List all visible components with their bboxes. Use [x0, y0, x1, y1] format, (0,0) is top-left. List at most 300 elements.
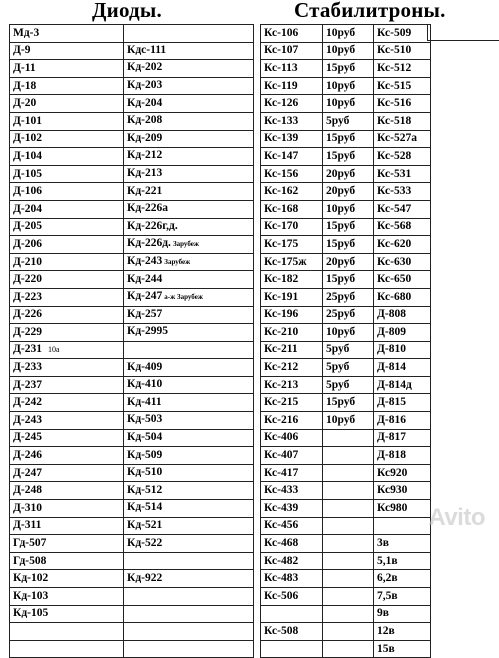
- avito-watermark: [428, 504, 485, 532]
- table-row: [10, 412, 431, 430]
- column-gap: [254, 464, 261, 482]
- zener-extra-cell: [374, 552, 431, 570]
- column-gap: [254, 60, 261, 78]
- zener-cell-text: Кс-170: [264, 220, 299, 233]
- zener-extra-cell-text: Д-814: [377, 361, 406, 374]
- zener-cell: [261, 148, 323, 166]
- diode-cell-text: Д-243: [13, 413, 42, 426]
- zener-cell: [261, 42, 323, 60]
- zener-extra-cell-text: Д-809: [377, 325, 406, 338]
- price-cell: [323, 42, 374, 60]
- diode-cell: [10, 640, 124, 658]
- zener-extra-cell-text: Кс-512: [377, 61, 412, 74]
- diode-cell-text: Д-311: [13, 519, 42, 532]
- diode-kd-cell: [124, 183, 254, 201]
- zener-extra-cell: [374, 218, 431, 236]
- diode-cell-text: Д-310: [13, 501, 42, 514]
- zener-extra-cell-text: Кс-528: [377, 149, 412, 162]
- diode-cell-text: Д-242: [13, 396, 42, 409]
- diode-kd-cell-note: Зарубеж: [164, 258, 191, 267]
- zener-extra-cell-text: Кс920: [377, 466, 408, 479]
- zener-extra-cell: [374, 535, 431, 553]
- zener-extra-cell: [374, 77, 431, 95]
- zener-cell-text: Кс-147: [264, 149, 299, 162]
- diode-cell: [10, 200, 124, 218]
- zener-cell-text: Кс-175: [264, 237, 299, 250]
- diode-cell-text: Д-102: [13, 132, 42, 145]
- zener-extra-cell-text: Кс-509: [377, 26, 412, 39]
- column-gap: [254, 112, 261, 130]
- diode-cell-text: Д-237: [13, 378, 42, 391]
- diode-kd-cell-text: Кд-410: [127, 378, 163, 391]
- price-cell: [323, 640, 374, 658]
- zener-extra-cell: [374, 200, 431, 218]
- diode-cell-text: Д-233: [13, 361, 42, 374]
- diode-kd-cell: [124, 112, 254, 130]
- column-gap: [254, 517, 261, 535]
- price-cell-text: 15руб: [326, 61, 356, 74]
- diode-cell: [10, 165, 124, 183]
- diode-cell: [10, 447, 124, 465]
- diode-cell: [10, 376, 124, 394]
- diode-cell: [10, 500, 124, 518]
- diode-cell: [10, 77, 124, 95]
- diode-cell: [10, 130, 124, 148]
- price-cell: [323, 95, 374, 113]
- zener-extra-cell: [374, 95, 431, 113]
- column-gap: [254, 183, 261, 201]
- zener-extra-cell-text: 6,2в: [377, 572, 398, 585]
- zener-cell: [261, 60, 323, 78]
- zener-cell: [261, 77, 323, 95]
- zener-extra-cell: [374, 25, 431, 43]
- diode-kd-cell-text: Кд-247: [127, 290, 163, 303]
- diode-cell: [10, 271, 124, 289]
- price-cell: [323, 412, 374, 430]
- diode-kd-cell-text: Кд-509: [127, 448, 163, 461]
- price-cell-text: 5руб: [326, 378, 350, 391]
- price-cell: [323, 183, 374, 201]
- table-row: [10, 130, 431, 148]
- zener-extra-cell: [374, 112, 431, 130]
- zener-cell: [261, 535, 323, 553]
- diode-kd-cell: [124, 500, 254, 518]
- diode-cell-text: Д-20: [13, 97, 37, 110]
- table-row: [10, 552, 431, 570]
- zener-cell-text: Кс-406: [264, 431, 299, 444]
- diode-cell: [10, 429, 124, 447]
- diode-kd-cell-text: Кд-243: [127, 255, 163, 268]
- zener-extra-cell-text: Кс-527а: [377, 132, 417, 145]
- diode-cell-text: Д-9: [13, 44, 31, 57]
- zener-extra-cell: [374, 253, 431, 271]
- price-cell: [323, 60, 374, 78]
- price-cell: [323, 623, 374, 641]
- diode-cell-text: Д-205: [13, 220, 42, 233]
- diode-kd-cell: [124, 394, 254, 412]
- diode-cell: [10, 588, 124, 606]
- diode-kd-cell: [124, 535, 254, 553]
- zener-extra-cell-text: Кс-516: [377, 97, 412, 110]
- price-cell-text: 20руб: [326, 185, 356, 198]
- zener-extra-cell-text: Д-818: [377, 449, 406, 462]
- price-cell: [323, 288, 374, 306]
- diode-cell-text: Д-11: [13, 61, 36, 74]
- diode-cell: [10, 394, 124, 412]
- zener-extra-cell-text: 3в: [377, 537, 389, 550]
- zener-cell: [261, 588, 323, 606]
- zener-cell: [261, 359, 323, 377]
- diode-cell-text: Кд-103: [13, 589, 49, 602]
- diode-kd-cell: [124, 25, 254, 43]
- zener-cell: [261, 464, 323, 482]
- zener-cell-text: Кс-139: [264, 132, 299, 145]
- column-gap: [254, 148, 261, 166]
- diode-kd-cell: [124, 306, 254, 324]
- price-cell-text: 5руб: [326, 361, 350, 374]
- zener-extra-cell: [374, 165, 431, 183]
- diode-kd-cell: [124, 517, 254, 535]
- diode-cell-text: Д-246: [13, 449, 42, 462]
- diode-kd-cell: [124, 253, 254, 271]
- diode-kd-cell: [124, 200, 254, 218]
- column-gap: [254, 165, 261, 183]
- diode-cell: [10, 183, 124, 201]
- diode-cell-text: Д-248: [13, 484, 42, 497]
- zener-cell-text: Кс-119: [264, 79, 298, 92]
- diode-cell-text: Кд-105: [13, 607, 49, 620]
- diode-cell: [10, 535, 124, 553]
- zener-cell-text: Кс-483: [264, 572, 299, 585]
- diode-cell: [10, 112, 124, 130]
- zener-extra-cell-text: Кс-518: [377, 114, 412, 127]
- diode-kd-cell-text: Кд-204: [127, 96, 163, 109]
- diode-kd-cell: [124, 429, 254, 447]
- table-row: [10, 517, 431, 535]
- zener-cell-text: Кс-417: [264, 466, 299, 479]
- diode-kd-cell-text: Кд-226а: [127, 202, 168, 215]
- price-cell: [323, 429, 374, 447]
- diode-cell-text: Д-223: [13, 290, 42, 303]
- price-cell: [323, 588, 374, 606]
- diode-cell: [10, 464, 124, 482]
- zener-cell-text: Кс-175ж: [264, 255, 307, 268]
- zener-extra-cell-text: Д-817: [377, 431, 406, 444]
- diode-cell-text: Д-210: [13, 255, 42, 268]
- zener-extra-cell: [374, 376, 431, 394]
- zener-cell-text: Кс-182: [264, 273, 299, 286]
- diode-kd-cell-text: Кд-922: [127, 571, 163, 584]
- zener-cell: [261, 218, 323, 236]
- diode-kd-cell-text: Кд-521: [127, 518, 163, 531]
- table-row: [10, 447, 431, 465]
- zener-cell: [261, 288, 323, 306]
- table-row: [10, 535, 431, 553]
- table-row: [10, 359, 431, 377]
- zener-extra-cell-text: Кс-568: [377, 220, 412, 233]
- zener-cell: [261, 130, 323, 148]
- price-cell: [323, 359, 374, 377]
- diode-kd-cell-text: Кд-514: [127, 501, 163, 514]
- diode-kd-cell-text: Кд-203: [127, 79, 163, 92]
- zener-cell: [261, 165, 323, 183]
- diode-kd-cell-text: Кд-212: [127, 149, 163, 162]
- diode-cell: [10, 623, 124, 641]
- diode-kd-cell: [124, 288, 254, 306]
- empty-extra-cell: [427, 25, 499, 41]
- diode-kd-cell: [124, 130, 254, 148]
- parts-table: [9, 24, 431, 658]
- zener-extra-cell-text: Кс930: [377, 484, 408, 497]
- diode-cell: [10, 341, 124, 359]
- column-gap: [254, 271, 261, 289]
- zener-cell: [261, 253, 323, 271]
- zener-cell: [261, 341, 323, 359]
- zener-cell-text: Кс-126: [264, 97, 299, 110]
- price-cell-text: 10руб: [326, 26, 356, 39]
- zener-extra-cell: [374, 183, 431, 201]
- zener-extra-cell: [374, 570, 431, 588]
- zener-extra-cell-text: Кс-650: [377, 273, 412, 286]
- zener-cell-text: Кс-433: [264, 484, 299, 497]
- price-cell: [323, 394, 374, 412]
- table-row: [10, 640, 431, 658]
- diode-kd-cell: [124, 60, 254, 78]
- diode-cell: [10, 42, 124, 60]
- zener-cell-text: Кс-107: [264, 44, 299, 57]
- zener-cell: [261, 112, 323, 130]
- diode-cell: [10, 552, 124, 570]
- diode-cell: [10, 236, 124, 254]
- price-cell: [323, 376, 374, 394]
- zener-extra-cell: [374, 60, 431, 78]
- zener-extra-cell: [374, 500, 431, 518]
- diode-cell: [10, 605, 124, 623]
- price-cell: [323, 570, 374, 588]
- price-cell: [323, 271, 374, 289]
- column-gap: [254, 394, 261, 412]
- price-cell: [323, 482, 374, 500]
- zener-cell: [261, 324, 323, 342]
- column-gap: [254, 605, 261, 623]
- table-row: [10, 306, 431, 324]
- column-gap: [254, 640, 261, 658]
- diode-kd-cell-text: Кд-512: [127, 483, 163, 496]
- diode-cell: [10, 359, 124, 377]
- zener-cell: [261, 429, 323, 447]
- diode-kd-cell: [124, 236, 254, 254]
- diode-kd-cell-text: Кд-2995: [127, 325, 168, 338]
- price-cell-text: 10руб: [326, 202, 356, 215]
- table-row: [10, 271, 431, 289]
- table-row: [10, 288, 431, 306]
- diode-kd-cell-text: Кдс-111: [127, 43, 167, 56]
- table-row: [10, 570, 431, 588]
- column-gap: [254, 218, 261, 236]
- zener-cell-text: Кс-106: [264, 26, 299, 39]
- diode-kd-cell-text: Кд-503: [127, 413, 163, 426]
- price-cell: [323, 200, 374, 218]
- diode-cell: [10, 95, 124, 113]
- table-row: [10, 429, 431, 447]
- price-cell-text: 15руб: [326, 273, 356, 286]
- diode-cell-note: 10а: [48, 345, 60, 355]
- column-gap: [254, 306, 261, 324]
- zener-cell-text: Кс-407: [264, 449, 299, 462]
- zener-cell-text: Кс-508: [264, 624, 299, 637]
- zener-extra-cell: [374, 148, 431, 166]
- table-row: [10, 200, 431, 218]
- zener-cell-text: Кс-211: [264, 343, 298, 356]
- zener-cell: [261, 412, 323, 430]
- zener-extra-cell: [374, 324, 431, 342]
- price-cell: [323, 605, 374, 623]
- zener-extra-cell: [374, 588, 431, 606]
- diode-kd-cell: [124, 148, 254, 166]
- zener-cell: [261, 517, 323, 535]
- zener-extra-cell: [374, 288, 431, 306]
- zener-cell: [261, 640, 323, 658]
- diode-cell: [10, 288, 124, 306]
- diode-cell: [10, 324, 124, 342]
- diode-kd-cell: [124, 464, 254, 482]
- diode-kd-cell: [124, 42, 254, 60]
- price-cell: [323, 552, 374, 570]
- column-gap: [254, 570, 261, 588]
- zener-cell-text: Кс-439: [264, 501, 299, 514]
- column-gap: [254, 535, 261, 553]
- zener-cell: [261, 605, 323, 623]
- zener-extra-cell: [374, 447, 431, 465]
- table-row: [10, 588, 431, 606]
- diode-kd-cell: [124, 271, 254, 289]
- zener-extra-cell: [374, 482, 431, 500]
- column-gap: [254, 552, 261, 570]
- price-cell: [323, 341, 374, 359]
- diode-kd-cell-note: а-ж Зарубеж: [164, 293, 203, 302]
- diode-kd-cell: [124, 165, 254, 183]
- price-cell: [323, 500, 374, 518]
- column-gap: [254, 588, 261, 606]
- diode-kd-cell: [124, 359, 254, 377]
- column-gap: [254, 623, 261, 641]
- price-cell-text: 10руб: [326, 44, 356, 57]
- price-cell-text: 20руб: [326, 167, 356, 180]
- diode-cell-text: Д-18: [13, 79, 37, 92]
- diode-cell: [10, 253, 124, 271]
- zener-cell-text: Кс-113: [264, 61, 298, 74]
- price-cell: [323, 218, 374, 236]
- zener-cell: [261, 95, 323, 113]
- price-cell-text: 25руб: [326, 290, 356, 303]
- diode-kd-cell-text: Кд-213: [127, 167, 163, 180]
- diode-cell-text: Д-105: [13, 167, 42, 180]
- zener-extra-cell-text: Кс-531: [377, 167, 412, 180]
- price-cell-text: 20руб: [326, 255, 356, 268]
- zener-cell: [261, 623, 323, 641]
- zener-extra-cell-text: Д-814д: [377, 378, 412, 391]
- price-cell-text: 10руб: [326, 97, 356, 110]
- price-cell: [323, 464, 374, 482]
- price-cell-text: 15руб: [326, 237, 356, 250]
- diode-kd-cell-text: Кд-257: [127, 307, 163, 320]
- table-row: [10, 60, 431, 78]
- price-cell-text: 10руб: [326, 413, 356, 426]
- column-gap: [254, 324, 261, 342]
- diode-kd-cell: [124, 605, 254, 623]
- diode-kd-cell: [124, 552, 254, 570]
- diode-kd-cell-text: Кд-209: [127, 131, 163, 144]
- zener-cell-text: Кс-162: [264, 185, 299, 198]
- zener-extra-cell: [374, 464, 431, 482]
- zener-extra-cell-text: Кс-630: [377, 255, 412, 268]
- price-cell: [323, 148, 374, 166]
- price-cell: [323, 535, 374, 553]
- zener-cell-text: Кс-468: [264, 537, 299, 550]
- zener-extra-cell-text: 5,1в: [377, 554, 398, 567]
- zener-cell-text: Кс-456: [264, 519, 299, 532]
- zener-extra-cell: [374, 130, 431, 148]
- zener-cell: [261, 394, 323, 412]
- price-cell: [323, 447, 374, 465]
- diode-kd-cell: [124, 77, 254, 95]
- zener-cell: [261, 570, 323, 588]
- table-row: [10, 236, 431, 254]
- price-cell-text: 15руб: [326, 132, 356, 145]
- zener-cell: [261, 552, 323, 570]
- diode-cell-text: Д-204: [13, 202, 42, 215]
- diode-cell: [10, 148, 124, 166]
- diode-kd-cell: [124, 412, 254, 430]
- price-cell: [323, 25, 374, 43]
- zener-cell: [261, 236, 323, 254]
- table-row: [10, 25, 431, 43]
- table-row: [10, 605, 431, 623]
- column-gap: [254, 95, 261, 113]
- price-cell: [323, 306, 374, 324]
- table-row: [10, 148, 431, 166]
- zener-extra-cell-text: Кс-515: [377, 79, 412, 92]
- table-row: [10, 623, 431, 641]
- zener-extra-cell: [374, 306, 431, 324]
- zener-cell-text: Кс-213: [264, 378, 299, 391]
- price-cell: [323, 112, 374, 130]
- table-row: [10, 183, 431, 201]
- table-row: [10, 341, 431, 359]
- column-gap: [254, 42, 261, 60]
- zener-cell: [261, 183, 323, 201]
- table-row: [10, 482, 431, 500]
- table-row: [10, 394, 431, 412]
- zener-extra-cell-text: Кс-533: [377, 185, 412, 198]
- diode-cell: [10, 482, 124, 500]
- diode-cell-text: Кд-102: [13, 572, 49, 585]
- diode-cell: [10, 25, 124, 43]
- price-cell-text: 15руб: [326, 396, 356, 409]
- zener-cell-text: Кс-133: [264, 114, 299, 127]
- diode-kd-cell: [124, 376, 254, 394]
- diode-cell: [10, 60, 124, 78]
- diode-kd-cell: [124, 588, 254, 606]
- zener-cell-text: Кс-212: [264, 361, 299, 374]
- table-row: [10, 95, 431, 113]
- diode-cell-text: Д-206: [13, 237, 42, 250]
- zener-extra-cell-text: Д-816: [377, 413, 406, 426]
- zener-cell: [261, 482, 323, 500]
- zener-extra-cell: [374, 42, 431, 60]
- zener-extra-cell: [374, 429, 431, 447]
- column-gap: [254, 359, 261, 377]
